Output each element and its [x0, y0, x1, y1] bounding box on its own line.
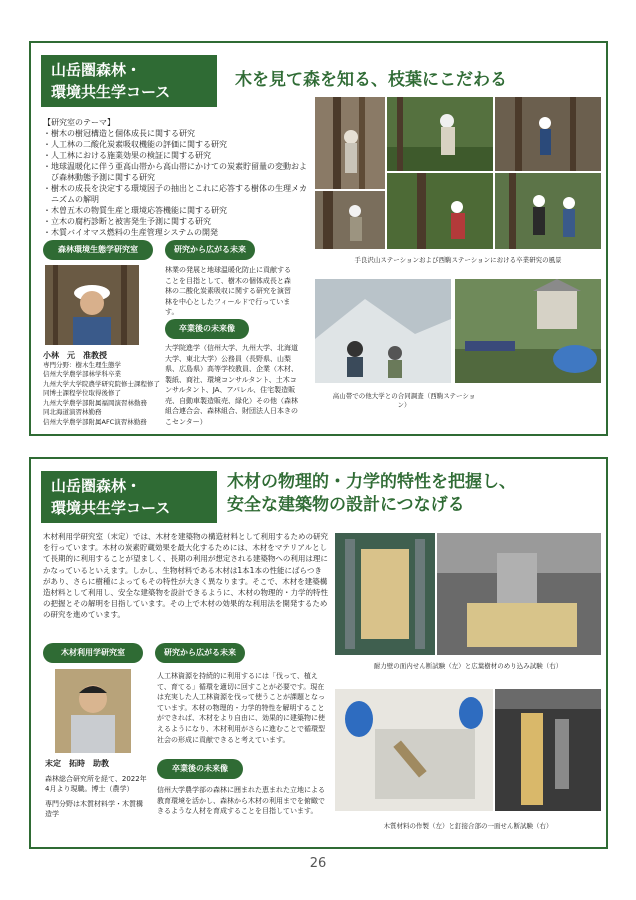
- caption-top-photos: 手良沢山ステーションおよび西駒ステーションにおける卒業研究の風景: [354, 256, 562, 264]
- intro-text: 木材利用学研究室（末定）では、木材を建築物の構造材料として利用するための研究を行っています。木材の炭素貯蔵効果を最大化するためには、木材をマテリアルとして長期的に利用することが望ましく、長期の利用が想定される建築物への利用は理にかなっているといえます。しかし、生物材料である木材は1本1本の性能にばらつきがあり、さらに樹種によってもその特性が大きく異なります。そこで、木材を建築構造材料として利用し、安全な建築物を設計できるように、木材の物理的・力学的特性の把握とその解明を目指しています。その上で木材の効果的な利用法を開発するための研究を進めています。: [43, 532, 328, 620]
- topic-item: ・人工林における施業効果の検証に関する研究: [43, 151, 211, 160]
- panel-title: 木を見て森を知る、枝葉にこだわる: [235, 70, 507, 90]
- photo-nail-joint-shear-test: [495, 689, 601, 811]
- lab-panel-forest-ecology: [29, 41, 608, 436]
- topic-item: ・地球温暖化に伴う亜高山帯から高山帯にかけての炭素貯留量の変動および森林動態予測に関する研究: [43, 162, 307, 182]
- topics-header: 【研究室のテーマ】: [43, 118, 115, 127]
- course-label-line2: 環境共生学コース: [51, 499, 171, 517]
- course-label: [41, 55, 217, 107]
- caption-bottom-photos: 木質材料の作製（左）と釘接合部の一面せん断試験（右）: [383, 822, 553, 830]
- lab-name-pill: 森林環境生態学研究室: [43, 240, 153, 260]
- photo-alpine-survey-1: [315, 279, 451, 383]
- lab-name-pill: 木材利用学研究室: [43, 643, 143, 663]
- panel-title-line1: 木材の物理的・力学的特性を把握し、: [227, 472, 516, 492]
- topic-item: ・樹木の成長を決定する環境因子の抽出とこれに応答する樹体の生理メカニズムの解明: [43, 184, 307, 204]
- future-pill: 研究から広がる未来: [165, 240, 255, 260]
- photo-wood-material-making: [335, 689, 493, 811]
- career-text: 信州大学農学部の森林に囲まれた恵まれた立地による教育環境を活かし、森林から木材の利用までを俯瞰できるような人材を育成することを目指しています。: [157, 786, 325, 816]
- profile-line: 信州大学農学部林学科卒業: [43, 370, 121, 378]
- photo-field-research-5: [387, 173, 493, 249]
- lab-panel-wood-utilization: [29, 457, 608, 849]
- caption-bottom-photos: 高山帯での他大学との合同調査（西駒ステーション）: [332, 392, 476, 409]
- course-label: [41, 471, 217, 523]
- future-pill: 研究から広がる未来: [155, 643, 245, 663]
- photo-field-research-3: [495, 97, 601, 171]
- topic-item: ・樹木の樹冠構造と個体成長に関する研究: [43, 129, 195, 138]
- profile-line: 森林総合研究所を経て、2022年4月より現職。博士（農学）: [45, 774, 147, 793]
- photo-field-research-6: [495, 173, 601, 249]
- caption-top-photos: 耐力壁の面内せん断試験（左）と広葉樹材のめり込み試験（右）: [373, 662, 563, 670]
- career-text: 大学院進学（信州大学、九州大学、北海道大学、東北大学）公務員（長野県、山梨県、広島県）高等学校教員、企業（木材、製紙、商社、環境コンサルタント、土木コンサルタント、JA、アパレル、住宅製造販売、自動車製造販売、緑化）その他（森林組合連合会、森林組合、財団法人日本きのこセンター）: [165, 344, 298, 426]
- photo-field-research-4: [315, 191, 385, 249]
- course-label-line1: 山岳圏森林・: [51, 477, 142, 495]
- topic-item: ・立木の腐朽診断と被害発生予測に関する研究: [43, 217, 211, 226]
- panel-title: [227, 471, 516, 517]
- panel-title-line2: 安全な建築物の設計につなげる: [227, 495, 465, 515]
- portrait-photo: [45, 265, 139, 345]
- profile-line: 専門分野：樹木生理生態学: [43, 360, 121, 369]
- photo-alpine-survey-2: [455, 279, 601, 383]
- photo-field-research-2: [387, 97, 493, 171]
- photo-shear-wall-test: [335, 533, 435, 655]
- profile-line: 信州大学農学部附属AFC演習林勤務: [43, 417, 147, 426]
- professor-profile: [43, 351, 163, 427]
- career-pill: 卒業後の未来像: [165, 319, 249, 339]
- research-topics: [43, 117, 313, 238]
- course-label-line2: 環境共生学コース: [51, 83, 171, 101]
- future-text: 人工林資源を持続的に利用するには「伐って、植えて、育てる」循環を適切に回すことが必要です。現在は充実した人工林資源を伐って使うことが課題となっています。木材の物理的・力学的特性を解明することができれば、木材をより自由に、効果的に建築物に使えるようになり、木材利用がさらに進むことで循環型社会の形成に貢献できると考えています。: [157, 672, 325, 744]
- assistant-professor-profile: [45, 759, 149, 820]
- photo-field-research-1: [315, 97, 385, 189]
- photo-embedment-test: [437, 533, 601, 655]
- topic-item: ・人工林の二酸化炭素吸収機能の評価に関する研究: [43, 140, 227, 149]
- profile-line: 九州大学農学部附属福岡演習林勤務: [43, 398, 147, 407]
- topic-item: ・木質バイオマス燃料の生産管理システムの開発: [43, 228, 218, 237]
- portrait-photo: [55, 669, 131, 753]
- professor-name: 小林 元 准教授: [43, 351, 107, 360]
- page-number: 26: [309, 856, 327, 871]
- career-pill: 卒業後の未来像: [157, 759, 243, 779]
- future-text: 林業の発展と地球温暖化防止に貢献することを目指として、樹木の個体成長と森林の二酸化炭素吸収に関する研究を演習林を中心としたフィールドで行っています。: [165, 266, 291, 316]
- profile-line: 同北海道演習林勤務: [43, 408, 102, 416]
- profile-line: 九州大学大学院農学研究院修士課程修了同博士課程学位取得後修了: [43, 379, 160, 397]
- course-label-line1: 山岳圏森林・: [51, 61, 142, 79]
- profile-line: 専門分野は木質材料学・木質構造学: [45, 799, 143, 818]
- topic-item: ・木曽五木の物質生産と環境応答機能に関する研究: [43, 206, 227, 215]
- assistant-professor-name: 末定 拓時 助教: [45, 759, 109, 768]
